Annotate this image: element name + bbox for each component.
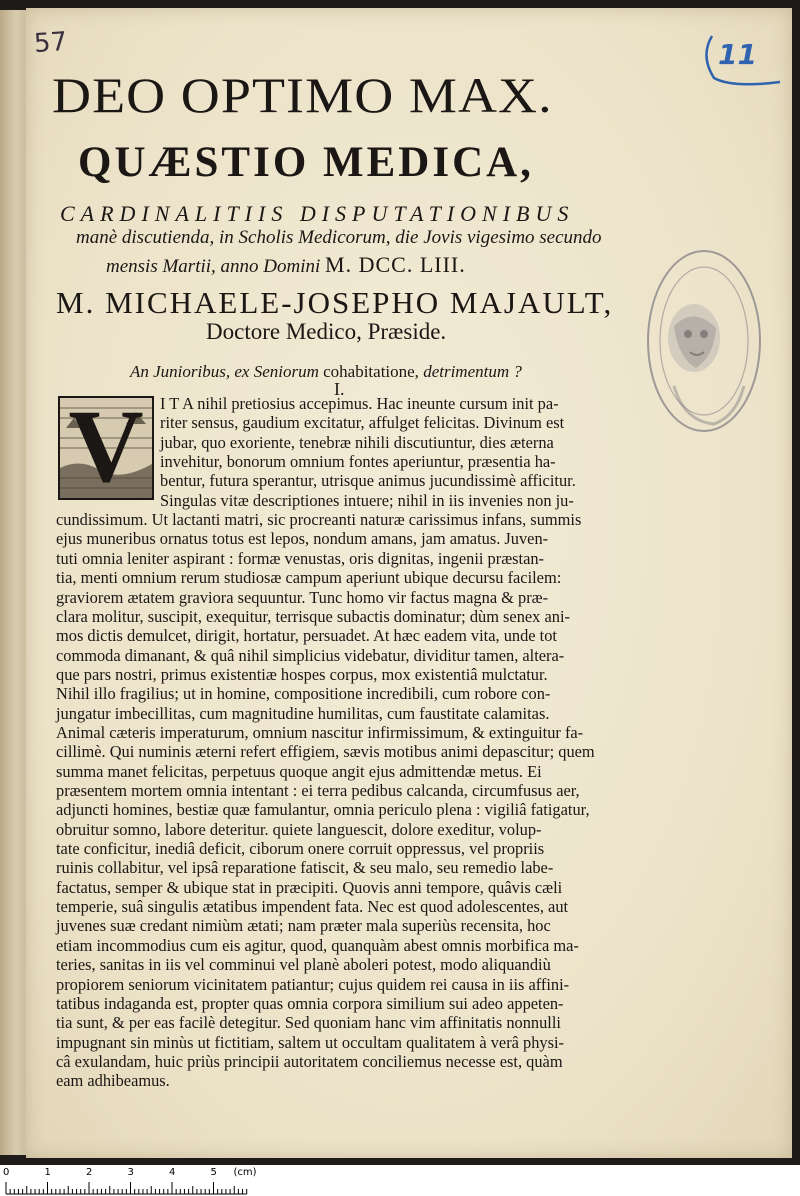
body-line: tate conficitur, inediâ deficit, ciborum onere corruit oppressus, vel propriis: [56, 839, 545, 859]
scale-bar: [0, 1165, 800, 1196]
body-line: tia sunt, & per eas facilè detegitur. Sed quoniam hanc vim affinitatis nonnulli: [56, 1013, 561, 1033]
body-line: graviorem ætatem graviora sequuntur. Tunc homo vir factus magna & præ-: [56, 587, 549, 607]
body-line: teries, sanitas in iis vel comminui vel planè aboleri potest, modo aliquandiù: [56, 955, 551, 975]
body-line: bentur, futura sperantur, utrisque animus jucundissimè afficitur.: [160, 471, 576, 491]
subtitle-disputationibus: CARDINALITIIS DISPUTATIONIBUS: [60, 201, 575, 226]
library-stamp-seal-icon: [644, 246, 764, 436]
body-line: Nihil illo fragilius; ut in homine, compositione incredibili, cum robore con-: [56, 684, 551, 704]
subtitle-date: [106, 252, 466, 278]
body-line: factatus, semper & ubique stat in præcipiti. Quovis anni tempore, quâvis cæli: [56, 877, 563, 897]
body-line: que pars nostri, primus existentiæ hospes corpus, mox existentiâ mulctatur.: [56, 664, 548, 684]
body-line: I T A nihil pretiosius accepimus. Hac ineunte cursum init pa-: [160, 394, 559, 413]
body-line: cillimè. Qui numinis æterni refert effigiem, sævis motibus animi depascitur; quem: [56, 742, 595, 762]
scale-label: 4: [169, 1167, 176, 1178]
book-page: [26, 8, 792, 1158]
body-line: Animal cæteris imperaturum, omnium nascitur infirmissimum, & extinguitur fa-: [56, 722, 584, 742]
body-line: câ exulandam, huic priùs principii autoritatem conciliemus necesse est, quàm: [56, 1051, 563, 1071]
president-title: Doctore Medico, Præside.: [206, 319, 447, 344]
body-line: commoda dimanant, & quâ nihil simplicius videbatur, dividitur tamen, altera-: [56, 645, 565, 665]
scale-label: 2: [86, 1167, 93, 1178]
body-line: ruinis collabitur, vel ipsâ reparatione fatiscit, & seu malo, seu remedio labe-: [56, 858, 554, 878]
body-line: adjuncti homines, bestiæ quæ famulantur, omnia periculo plena : vigiliâ fatigatur,: [56, 800, 590, 820]
question-part-3: detrimentum ?: [423, 362, 522, 381]
body-line: juvenes suæ credant nimiùm ætati; nam præter mala superiùs recensita, hoc: [56, 916, 551, 936]
subtitle-year: M. DCC. LIII.: [325, 252, 466, 277]
folio-number: 57: [32, 26, 69, 60]
body-line: jungatur imbecillitas, cum magnitudine humilitas, cum faustitate calamitas.: [56, 703, 550, 723]
president-name: M. MICHAELE-JOSEPHO MAJAULT,: [56, 285, 614, 320]
body-line: summa manet felicitas, perpetuus quoque angit ejus admittendæ metus. Ei: [56, 761, 542, 781]
scale-label: 1: [44, 1167, 51, 1178]
question-part-2: cohabitatione,: [318, 362, 424, 381]
section-numeral: I.: [334, 379, 345, 399]
body-line: impugnant sin minùs ut fictitiam, saltem ut occultam qualitatem à verâ physi-: [56, 1032, 564, 1052]
scale-label: 3: [127, 1167, 134, 1178]
body-line: mos dictis demulcet, dirigit, hortatur, persuadet. At hæc eadem vita, unde tot: [56, 626, 557, 646]
archive-number: 11: [718, 38, 757, 71]
question-heading: [130, 362, 522, 382]
body-line: tatibus indaganda est, propter quas omnia corpora similium sui adeo appeten-: [56, 993, 564, 1013]
body-line: etiam incommodius cum eis agitur, quod, quanquàm abest omnis morbifica ma-: [56, 935, 579, 955]
body-line: eam adhibeamus.: [56, 1071, 170, 1091]
archive-mark: [692, 28, 784, 88]
question-part-1: An Junioribus, ex Seniorum: [130, 362, 319, 381]
subtitle-schools: manè discutienda, in Scholis Medicorum, die Jovis vigesimo secundo: [76, 227, 602, 248]
body-line: ejus muneribus ornatus totus est lepos, nondum amans, jam amatus. Juven-: [56, 529, 549, 549]
body-line: præsentem mortem omnia intentant : ei terra pedibus calcanda, circumfusus aer,: [56, 781, 580, 800]
body-line: clara molitur, suscipit, exequitur, terrisque subactis dominatur; dùm senex ani-: [56, 606, 570, 626]
title-dedication: DEO OPTIMO MAX.: [52, 67, 553, 123]
body-line: tia, menti omnium rerum studiosæ campum aperiunt ubique decursu facilem:: [56, 568, 562, 588]
scale-label: 5: [210, 1167, 217, 1178]
scale-label: 0: [3, 1167, 10, 1178]
body-line: tuti omnia leniter aspirant : formæ venustas, oris dignitas, ingenii præstan-: [56, 548, 544, 568]
scale-label: (cm): [233, 1167, 257, 1178]
body-line: temperie, suâ singulis ætatibus impendent fata. Nec est quod adolescentes, aut: [56, 897, 569, 917]
library-stamp: [644, 246, 764, 436]
initial-letter: V: [68, 396, 144, 500]
body-line: jubar, quo exoriente, tenebræ nihili discutiuntur, dies æterna: [160, 432, 554, 452]
body-line: propiorem seniorum vicinitatem patiantur; cujus quidem rei causa in iis affini-: [56, 974, 570, 994]
title-quaestio: QUÆSTIO MEDICA,: [78, 139, 534, 186]
subtitle-date-text: mensis Martii, anno Domini: [106, 256, 321, 277]
body-line: cundissimum. Ut lactanti matri, sic procreanti naturæ carissimus infans, summis: [56, 510, 582, 530]
decorated-initial: [58, 396, 154, 500]
scale-ruler: [0, 1165, 800, 1196]
body-line: obruitur somno, labore deteritur. quiete languescit, dolore exeditur, volup-: [56, 819, 542, 839]
left-page-edge: [0, 10, 27, 1155]
body-line: invehitur, bonorum omnium fontes aperiuntur, præsentia ha-: [160, 452, 556, 472]
body-line: riter sensus, gaudium excitatur, affulget felicitas. Divinum est: [160, 413, 565, 433]
body-line: Singulas vitæ descriptiones intuere; nihil in iis invenies non ju-: [160, 490, 574, 510]
